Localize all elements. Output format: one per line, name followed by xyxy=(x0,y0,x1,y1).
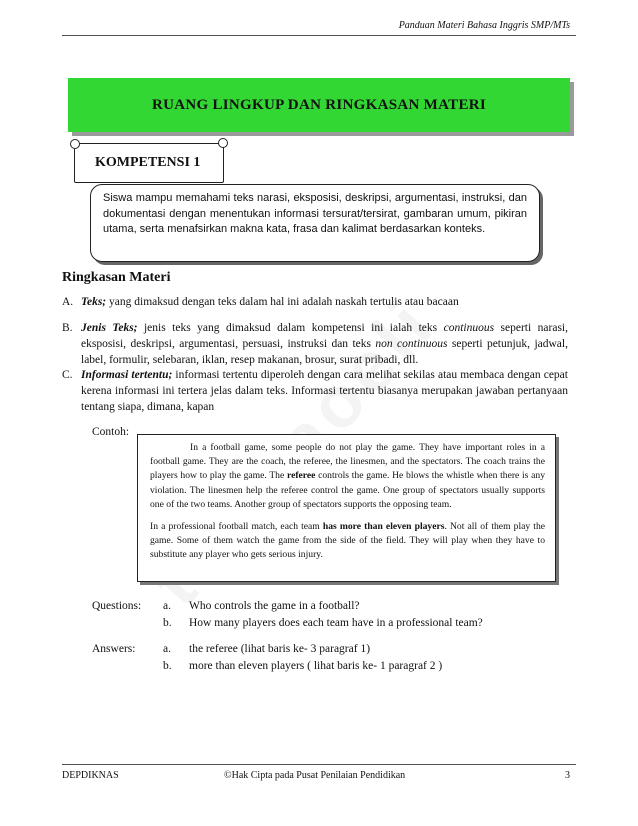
answer-letter: a. xyxy=(163,643,171,655)
kompetensi-label xyxy=(74,143,224,183)
footer-divider xyxy=(62,764,576,765)
footer-left: DEPDIKNAS xyxy=(62,770,119,781)
kompetensi-box xyxy=(90,184,540,262)
kompetensi-label-text: KOMPETENSI 1 xyxy=(95,155,201,170)
section-title: Ringkasan Materi xyxy=(62,270,171,285)
item-text: seperti narasi, eksposisi, deskripsi, argumentasi, persuasi, instruksi dan teks xyxy=(81,322,568,350)
answer-text: more than eleven players ( lihat baris ke- 1 paragraf 2 ) xyxy=(189,660,443,672)
example-bold: has more than eleven players xyxy=(322,521,445,533)
question-text: Who controls the game in a football? xyxy=(189,600,360,612)
answer-item xyxy=(163,660,442,672)
item-term: Informasi tertentu; xyxy=(81,369,173,381)
question-text: How many players does each team have in a professional team? xyxy=(189,617,483,629)
answer-letter: b. xyxy=(163,660,172,672)
question-item xyxy=(163,600,360,612)
answer-item xyxy=(163,643,370,655)
list-item-a xyxy=(62,294,568,310)
running-header: Panduan Materi Bahasa Inggris SMP/MTs xyxy=(398,20,570,31)
title-banner xyxy=(68,78,570,132)
header-divider xyxy=(62,35,576,36)
example-text: controls the game. He blows the whistle when there is any violation. The linesmen help the referee control the game. One group of spectators usually supports one of the two teams. Another group of spectators supports the opposing team. xyxy=(150,470,545,510)
answers-label: Answers: xyxy=(92,643,136,655)
page-title: RUANG LINGKUP DAN RINGKASAN MATERI xyxy=(151,96,487,113)
contoh-label: Contoh: xyxy=(92,426,130,438)
item-emphasis: non continuous xyxy=(375,338,448,350)
item-body xyxy=(81,294,568,310)
item-letter: B. xyxy=(62,322,73,334)
example-paragraph-1 xyxy=(150,441,545,512)
item-text: informasi tertentu diperoleh dengan cara melihat sekilas atau membaca dengan cepat kerena informasi ini tertera jelas dalam teks. Informasi tertentu biasanya merupakan jawaban pertanyaan tentang siapa, dimana, kapan xyxy=(81,369,568,413)
item-term: Teks; xyxy=(81,296,107,308)
item-text: jenis teks yang dimaksud dalam kompetensi ini ialah teks xyxy=(137,322,444,334)
example-bold: referee xyxy=(286,470,316,482)
item-text: yang dimaksud dengan teks dalam hal ini adalah naskah tertulis atau bacaan xyxy=(106,296,459,308)
example-text: In a professional football match, each team xyxy=(150,521,323,533)
example-text-box xyxy=(137,434,556,582)
kompetensi-text: Siswa mampu memahami teks narasi, eksposisi, deskripsi, argumentasi, instruksi, dan dokumentasi dengan menentukan informasi tersurat/tersirat, gambaran umum, pikiran utama, serta menafsirkan makna kata, frasa dan kalimat berdasarkan konteks. xyxy=(103,192,527,235)
item-body xyxy=(81,367,568,415)
item-term: Jenis Teks; xyxy=(81,322,138,334)
item-text: seperti petunjuk, jadwal, label, formulir, selebaran, iklan, resep makanan, brosur, surat pribadi, dll. xyxy=(81,338,568,366)
questions-label: Questions: xyxy=(92,600,142,612)
page-number: 3 xyxy=(565,770,570,781)
example-paragraph-2 xyxy=(150,520,545,563)
answer-text: the referee (lihat baris ke- 3 paragraf 1) xyxy=(189,643,371,655)
question-item xyxy=(163,617,483,629)
example-text: In a football game, some people do not play the game. They have important roles in a football game. They are the coach, the referee, the linesmen, and the spectators. The coach trains the players how to play the game. The xyxy=(150,442,545,482)
question-letter: a. xyxy=(163,600,171,612)
list-item-b xyxy=(62,320,568,368)
example-text: . Not all of them play the game. Some of them watch the game from the side of the field. They will play when they have to substitute any player who gets serious injury. xyxy=(150,521,546,561)
question-letter: b. xyxy=(163,617,172,629)
list-item-c xyxy=(62,367,568,415)
item-letter: A. xyxy=(62,296,74,308)
item-body xyxy=(81,320,568,368)
item-emphasis: continuous xyxy=(443,322,495,334)
footer-copyright: ©Hak Cipta pada Pusat Penilaian Pendidikan xyxy=(224,770,406,781)
item-letter: C. xyxy=(62,369,73,381)
